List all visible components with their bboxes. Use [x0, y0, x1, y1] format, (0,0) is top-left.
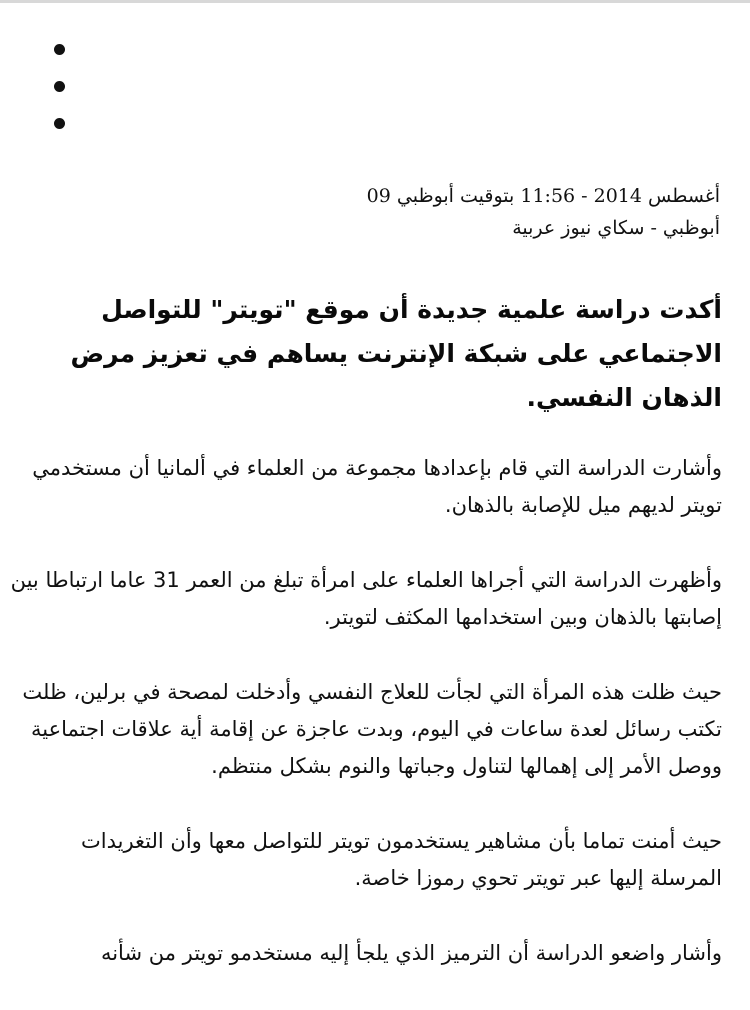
article-meta	[20, 180, 720, 244]
paragraph: حيث ظلت هذه المرأة التي لجأت للعلاج النفسي وأدخلت لمصحة في برلين، ظلت تكتب رسائل لعدة ساعات في اليوم، وبدت عاجزة عن إقامة أية علاقات اجتماعية ووصل الأمر إلى إهمالها لتناول وجباتها والنوم بشكل منتظم.	[22, 680, 722, 778]
bullet-list	[54, 44, 74, 155]
article-body	[10, 450, 722, 1010]
paragraph: حيث أمنت تماما بأن مشاهير يستخدمون تويتر للتواصل معها وأن التغريدات المرسلة إليها عبر تويتر تحوي رموزا خاصة.	[80, 829, 722, 890]
bullet-dot-icon	[54, 81, 65, 92]
top-divider	[0, 0, 750, 3]
paragraph: وأشارت الدراسة التي قام بإعدادها مجموعة من العلماء في ألمانيا أن مستخدمي تويتر لديهم ميل للإصابة بالذهان.	[32, 456, 722, 517]
source-line: أبوظبي - سكاي نيوز عربية	[512, 217, 720, 239]
paragraph: وأشار واضعو الدراسة أن الترميز الذي يلجأ إليه مستخدمو تويتر من شأنه	[100, 941, 722, 965]
paragraph: وأظهرت الدراسة التي أجراها العلماء على امرأة تبلغ من العمر 31 عاما ارتباطا بين إصابتها بالذهان وبين استخدامها المكثف لتويتر.	[10, 568, 722, 629]
dateline: أغسطس 2014 - 11:56 بتوقيت أبوظبي 09	[366, 185, 720, 207]
bullet-dot-icon	[54, 118, 65, 129]
article-headline: أكدت دراسة علمية جديدة أن موقع "تويتر" للتواصل الاجتماعي على شبكة الإنترنت يساهم في تعزيز مرض الذهان النفسي.	[70, 295, 722, 412]
bullet-dot-icon	[54, 44, 65, 55]
